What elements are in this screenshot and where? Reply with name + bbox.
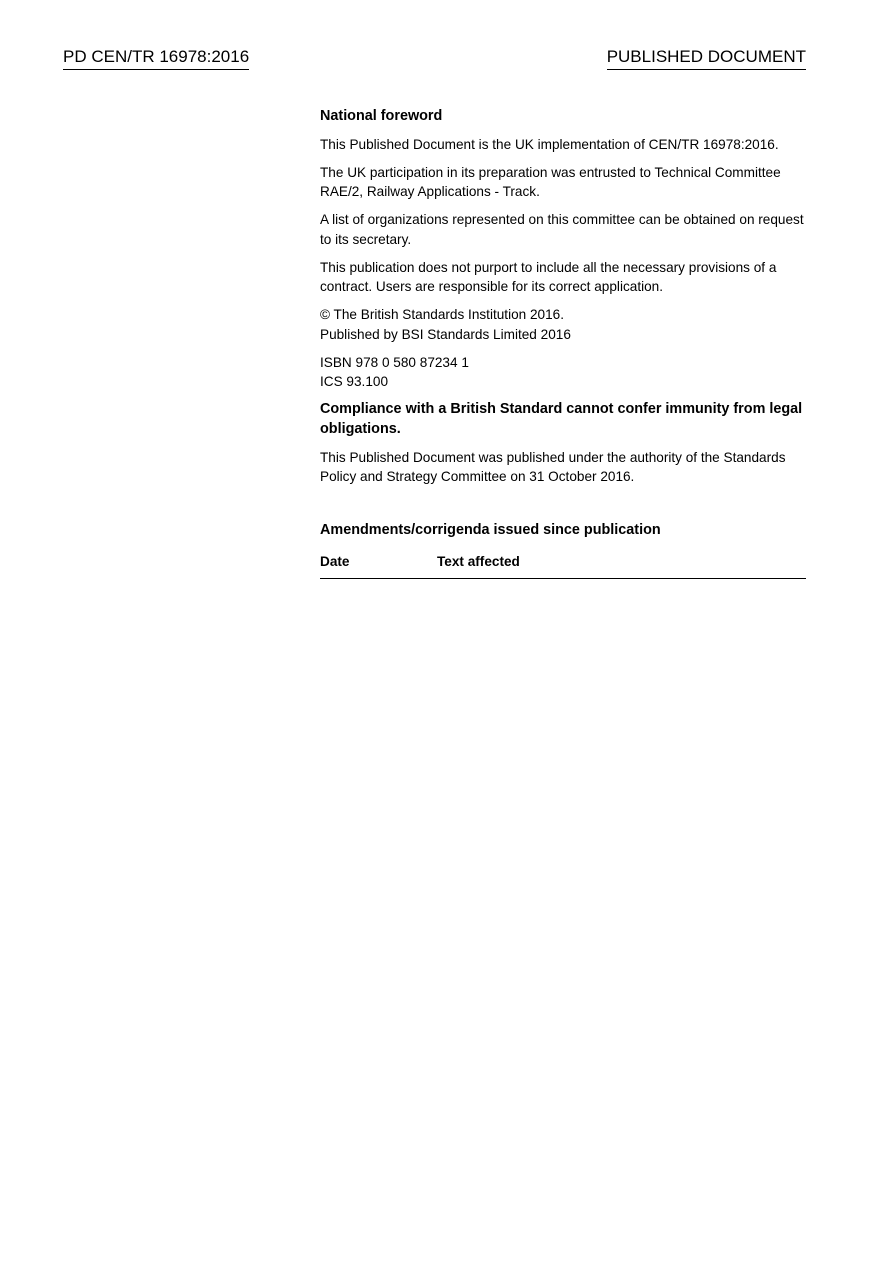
copyright-line: © The British Standards Institution 2016.: [320, 307, 565, 322]
foreword-paragraph-implementation: This Published Document is the UK implementation of CEN/TR 16978:2016.: [320, 136, 779, 152]
amendments-title: Amendments/corrigenda issued since publication: [320, 521, 661, 538]
amendments-table-header: [320, 552, 806, 579]
amendments-column-date: Date: [320, 554, 350, 569]
ics-code: ICS 93.100: [320, 374, 389, 389]
foreword-paragraph-provisions: This publication does not purport to include all the necessary provisions of a contract. Users are responsible for its correct application.: [320, 259, 777, 294]
document-id: PD CEN/TR 16978:2016: [63, 47, 249, 70]
publisher-line: Published by BSI Standards Limited 2016: [320, 326, 571, 342]
document-type: PUBLISHED DOCUMENT: [607, 47, 806, 70]
national-foreword-section: [320, 107, 806, 579]
foreword-paragraph-committee: The UK participation in its preparation was entrusted to Technical Committee RAE/2, Railway Applications - Track.: [320, 164, 781, 199]
identifier-block: [320, 353, 806, 392]
compliance-statement: Compliance with a British Standard cannot confer immunity from legal obligations.: [320, 401, 803, 437]
isbn: ISBN 978 0 580 87234 1: [320, 354, 469, 370]
foreword-title: National foreword: [320, 108, 443, 124]
foreword-paragraph-organizations: A list of organizations represented on this committee can be obtained on request to its secretary.: [320, 212, 804, 247]
copyright-block: [320, 305, 806, 344]
authority-statement: This Published Document was published under the authority of the Standards Policy and Strategy Committee on 31 October 2016.: [320, 449, 786, 484]
amendments-column-text-affected: Text affected: [437, 554, 520, 569]
